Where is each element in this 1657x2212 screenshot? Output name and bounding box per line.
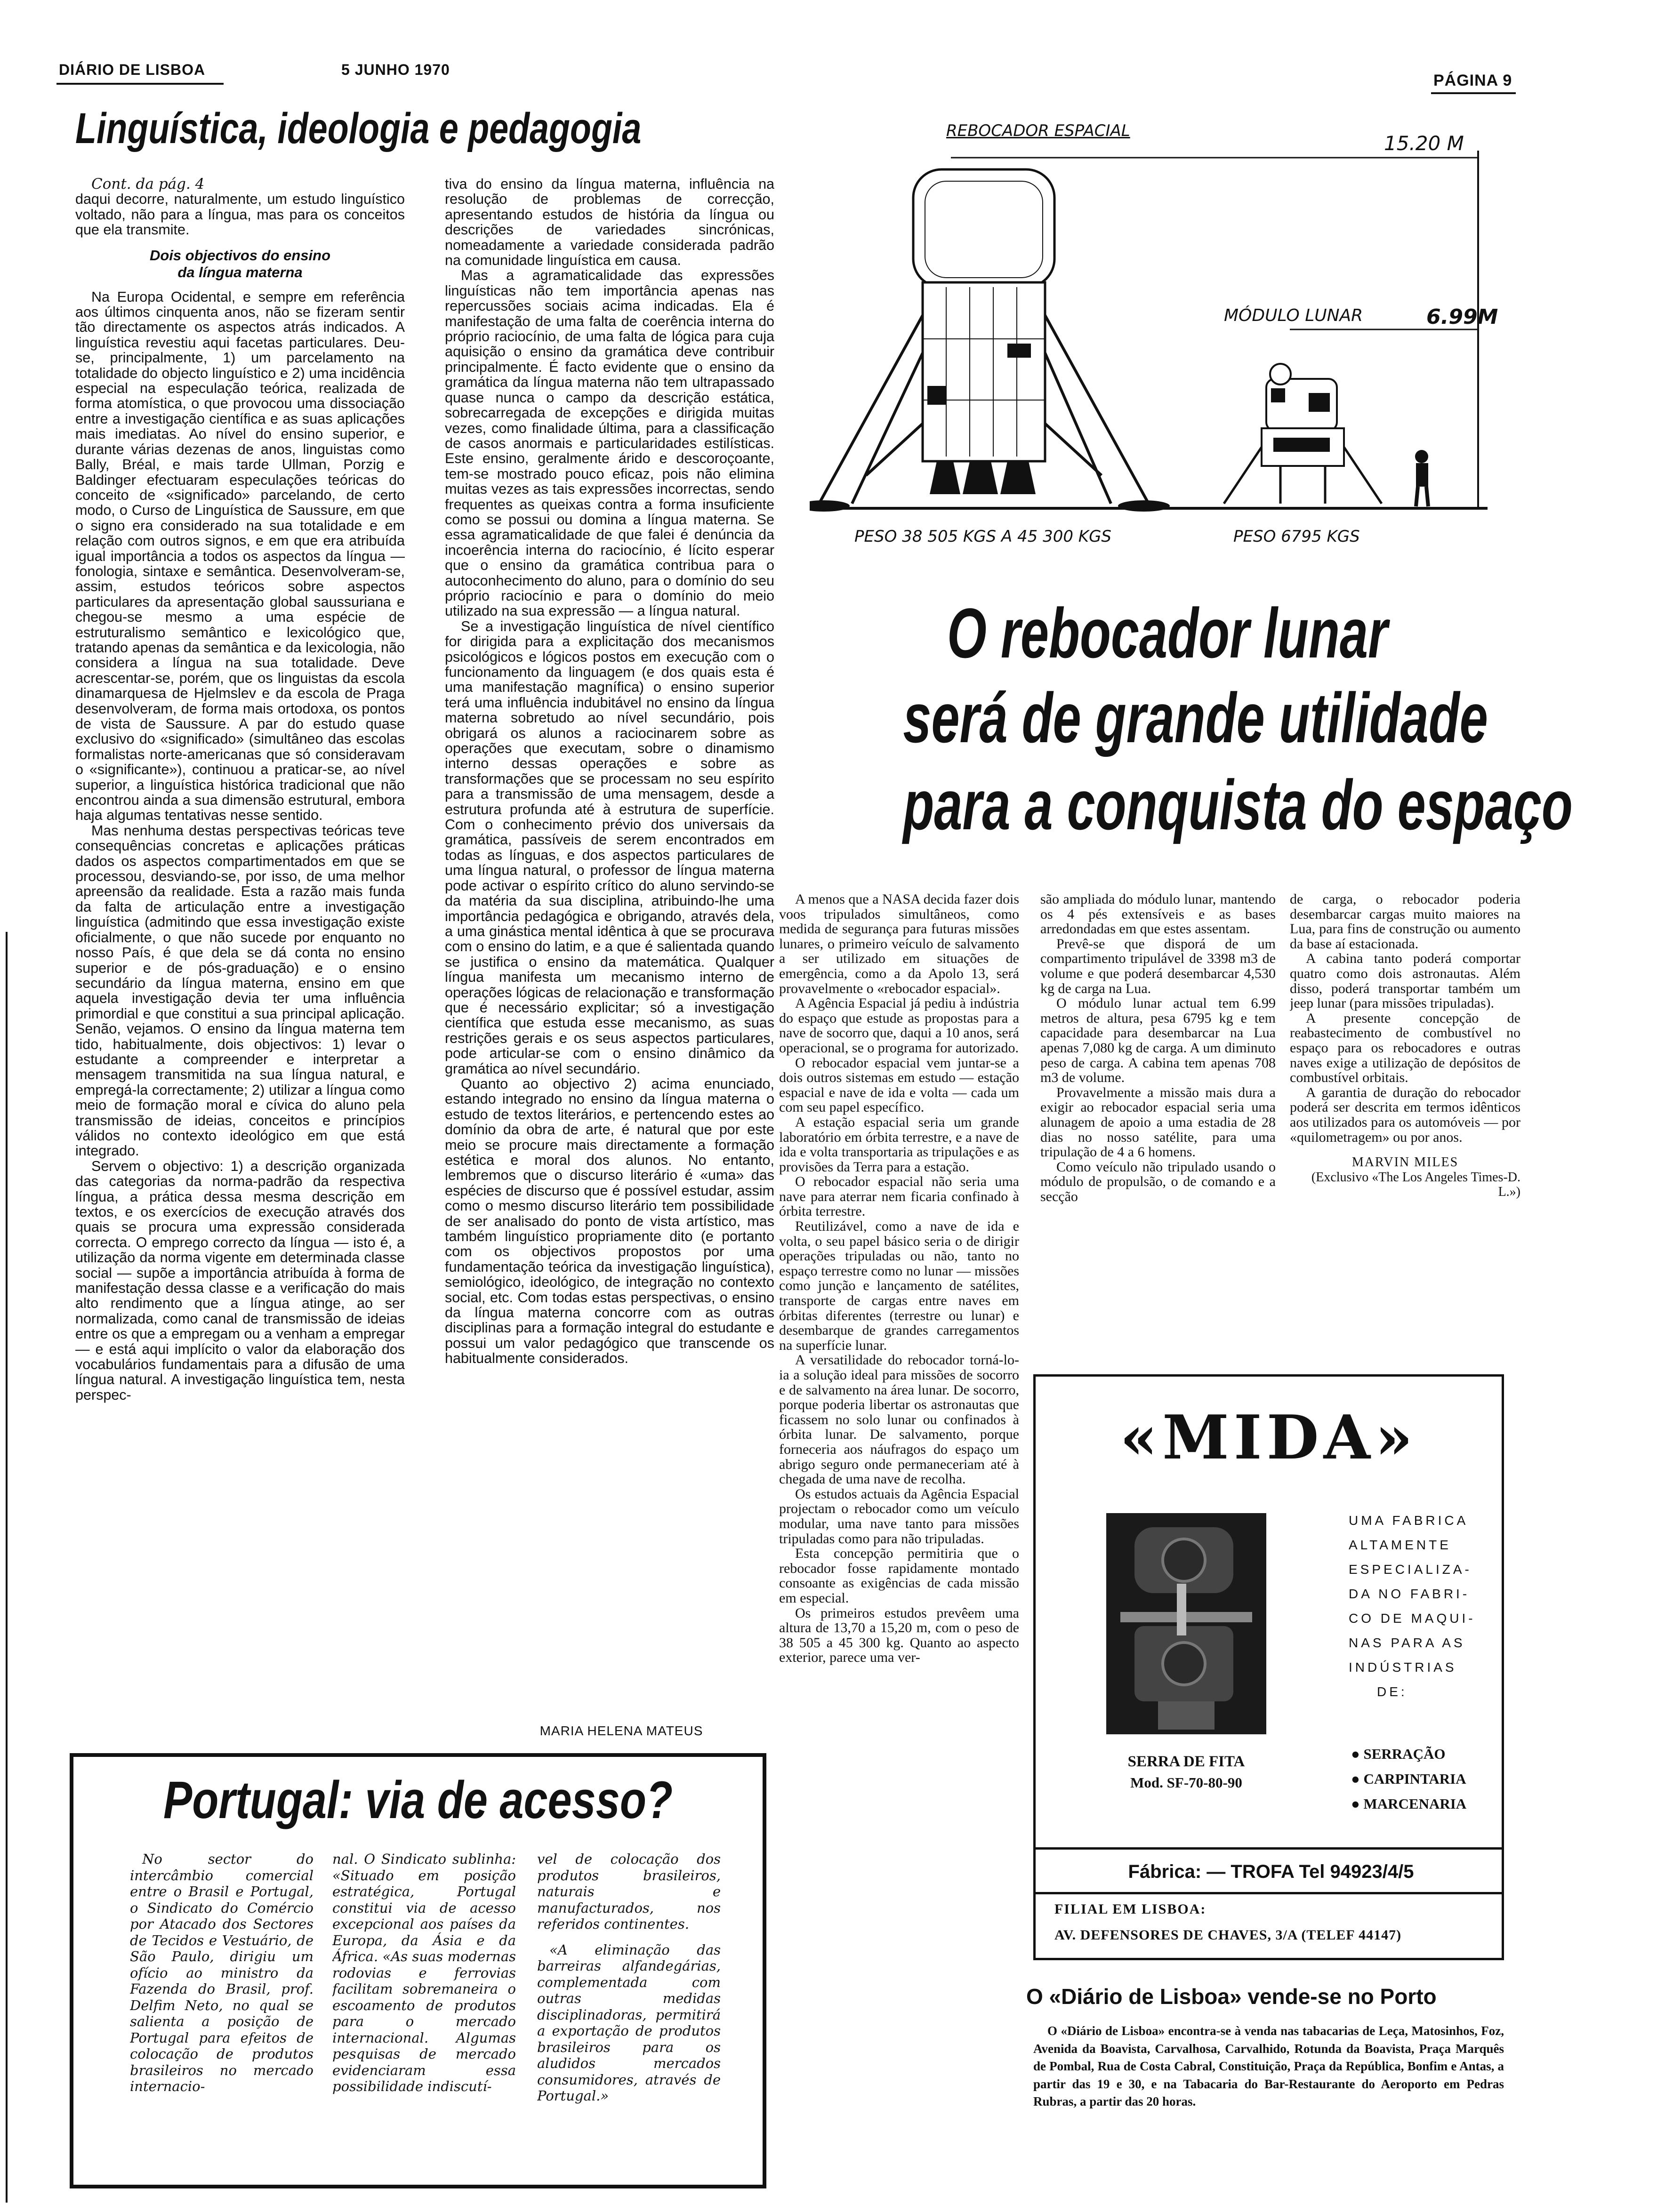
paragraph: A cabina tanto poderá comportar quatro como dois astronautas. Além disso, poderá transportar também um jeep lunar (para missões tripuladas).	[1290, 951, 1520, 1011]
label-height-modulo: 6.99M	[1426, 305, 1498, 329]
porto-notice-body	[1026, 2022, 1511, 2111]
paragraph: A Agência Espacial já pediu à indústria do espaço que estude as propostas para a nave de socorro que, daqui a 10 anos, será operacional, se o programa for autorizado.	[779, 995, 1019, 1056]
bullet-label: CARPINTARIA	[1363, 1771, 1466, 1787]
tagline-line: ALTAMENTE	[1349, 1538, 1451, 1552]
bullet-item: ● CARPINTARIA	[1351, 1771, 1466, 1787]
paragraph: A garantia de duração do rebocador poderá ser descrita em termos idênticos aos utilizados para os automóveis — por «quilometragem» ou por anos.	[1290, 1084, 1520, 1145]
paragraph: de carga, o rebocador poderia desembarcar cargas muito maiores na Lua, para fins de construção ou aumento da base aí estacionada.	[1290, 892, 1520, 952]
mida-tagline	[1349, 1508, 1499, 1704]
masthead-date: 5 JUNHO 1970	[341, 61, 450, 78]
page-number: PÁGINA 9	[1433, 72, 1512, 89]
continuation-note: Cont. da pág. 4	[91, 176, 205, 192]
article-reboc-column-2	[1040, 892, 1276, 1362]
article-ling-intro: daqui decorre, naturalmente, um estudo linguístico voltado, não para a língua, mas para os conceitos que ela transmite.	[75, 191, 405, 238]
tagline-line: ESPECIALIZA-	[1349, 1562, 1472, 1577]
bullet-label: MARCENARIA	[1363, 1795, 1467, 1812]
mida-branch-title: FILIAL EM LISBOA:	[1054, 1901, 1207, 1917]
article-ling-author: MARIA HELENA MATEUS	[539, 1723, 703, 1738]
article-reboc-column-1	[779, 892, 1019, 2087]
paragraph: Provavelmente a missão mais dura a exigir ao rebocador espacial seria uma alunagem de apoio a uma estadia de 28 dias no nosso satélite, para uma tripulação de 4 a 6 homens.	[1040, 1084, 1276, 1160]
paragraph: A versatilidade do rebocador torná-lo-ia a solução ideal para missões de socorro e de salvamento na área lunar. De socorro, porque poderia libertar os astronautas que ficassem no solo lunar ou confinados à órbita lunar. De salvamento, porque forneceria aos náufragos do espaço um abrigo seguro onde permaneceriam até à chegada de uma nave de recolha.	[779, 1352, 1019, 1487]
tagline-line: DA NO FABRI-	[1349, 1587, 1470, 1601]
tagline-line: DE:	[1377, 1684, 1408, 1699]
scan-edge	[6, 932, 8, 2203]
tagline-line: CO DE MAQUI-	[1349, 1611, 1476, 1626]
paragraph: vel de colocação dos produtos brasileiros, naturais e manufacturados, nos referidos continentes.	[537, 1851, 721, 1932]
label-peso-modulo: PESO 6795 KGS	[1233, 527, 1360, 546]
label-modulo: MÓDULO LUNAR	[1224, 306, 1363, 325]
article-ling-column-1	[75, 176, 405, 1727]
paragraph: A estação espacial seria um grande laboratório em órbita terrestre, e a nave de ida e volta transportaria as tripulações e as provisões da Terra para a estação.	[779, 1114, 1019, 1175]
paragraph: Se a investigação linguística de nível científico for dirigida para a explicitação dos mecanismos psicológicos e lógicos postos em execução com o funcionamento da linguagem (e dos quais esta é uma manifestação magnífica) o ensino superior terá uma influência indubitável no ensino da língua materna sobretudo ao nível secundário, pois obrigará os alunos a raciocinarem sobre as operações que executam, sobre o dinamismo interno dessas operações e sobre as transformações que se processam no seu espírito para a transmissão de uma mensagem, desde a estrutura profunda até à estrutura de superfície. Com o conhecimento prévio dos universais da gramática, passíveis de serem encontrados em todas as línguas, e dos aspectos particulares de uma língua natural, o professor de língua materna pode activar o espírito crítico do aluno servindo-se da matéria da sua disciplina, atribuindo-lhe uma importância pedagógica e obrigando, através dela, a uma ginástica mental idêntica à que se procurava com o ensino do latim, e a que é salientada quando se justifica o ensino da matemática. Qualquer língua manifesta um mecanismo interno de operações lógicas de relacionação e transformação que é necessário explicitar; só a investigação científica que estuda esse mecanismo, as suas restrições gerais e os seus aspectos particulares, pode articular-se com o ensino dinâmico da gramática ao nível secundário.	[445, 618, 774, 1077]
label-peso-rebocador: PESO 38 505 KGS A 45 300 KGS	[854, 527, 1112, 546]
paragraph: Mas nenhuma destas perspectivas teóricas teve consequências concretas e aplicações práticas dados os aspectos compartimentados em que se processou, desviando-se, por isso, de uma melhor apreensão da realidade. Esta a razão mais funda da falta de articulação entre a investigação linguística (admitindo que essa investigação existe oficialmente, o que não sucede por enquanto no nosso País, é que dela se dá conta no ensino superior e de pós-graduação) e o ensino secundário da língua materna, ensino em que aquela investigação devia ter uma influência primordial e que constitui a sua principal aplicação. Senão, vejamos. O ensino da língua materna tem tido, habitualmente, dois objectivos: 1) levar o estudante a compreender e interpretar a mensagem transmitida na sua língua natural, e empregá-la correctamente; 2) utilizar a língua como meio de formação moral e cívica do aluno pela transmissão de ideias, conceitos e princípios válidos no contexto ideológico em que está integrado.	[75, 822, 405, 1159]
header-rule-right	[1431, 92, 1516, 94]
mida-model: Mod. SF-70-80-90	[1130, 1774, 1242, 1791]
tagline-line: UMA FABRICA	[1349, 1513, 1469, 1528]
lunar-tug-illustration	[810, 118, 1516, 560]
paragraph: Esta concepção permitiria que o rebocador fosse rapidamente montado consoante as exigências de cada missão em especial.	[779, 1546, 1019, 1606]
paragraph: «A eliminação das barreiras alfandegárias, complementada com outras medidas disciplinadoras, permitirá a exportação de produtos brasileiros para os aludidos mercados consumidores, através de Portugal.»	[537, 1941, 721, 2104]
headline-line-2: será de grande utilidade	[903, 678, 1488, 757]
band-saw-image	[1106, 1513, 1266, 1734]
article-reboc-column-3	[1290, 892, 1520, 1268]
paragraph: nal. O Sindicato sublinha: «Situado em posição estratégica, Portugal constitui via de acesso excepcional aos países da Europa, da Ásia e da África. «As suas modernas rodovias e ferrovias facilitam sobremaneira o escoamento de produtos para o mercado internacional. Algumas pesquisas de mercado evidenciaram essa possibilidade indiscutí-	[332, 1851, 516, 2094]
article-reboc-credit: (Exclusivo «The Los Angeles Times-D. L.»)	[1311, 1170, 1520, 1200]
bullet-item: ● SERRAÇÃO	[1351, 1746, 1446, 1762]
mida-factory: Fábrica: — TROFA Tel 94923/4/5	[1128, 1861, 1414, 1882]
mida-divider-2	[1036, 1892, 1502, 1894]
paragraph: Quanto ao objectivo 2) acima enunciado, estando integrado no ensino da língua materna o estudo de textos literários, e pertencendo estes ao domínio da obra de arte, é natural que por este meio se procure mais directamente a formação estética e moral dos alunos. No entanto, lembremos que o discurso literário é «uma» das espécies de discurso que é possível estudar, assim como o mesmo discurso literário tem possibilidade de ser analisado do ponto de vista artístico, mas também linguístico propriamente dito (e portanto com os objectivos propostos por uma fundamentação teórica da investigação linguística), semiológico, ideológico, de integração no contexto social, etc. Com todas estas perspectivas, o ensino da língua materna concorre com as outras disciplinas para a formação integral do estudante e possui um valor pedagógico que transcende os habitualmente considerados.	[445, 1075, 774, 1367]
portugal-col-3	[537, 1851, 721, 2176]
paragraph: Os primeiros estudos prevêem uma altura de 13,70 a 15,20 m, com o peso de 38 505 a 45 300 kg. Quanto ao aspecto exterior, parece uma ver-	[779, 1605, 1019, 1666]
paragraph: No sector do intercâmbio comercial entre o Brasil e Portugal, o Sindicato do Comércio por Atacado dos Sectores de Tecidos e Vestuário, de São Paulo, dirigiu um ofício ao ministro da Fazenda do Brasil, prof. Delfim Neto, no qual se salienta a posição de Portugal para efeitos de colocação de produtos brasileiros no mercado internacio-	[130, 1851, 314, 2094]
lunar-tug-drawing	[810, 118, 1516, 560]
masthead-paper-name: DIÁRIO DE LISBOA	[59, 61, 206, 78]
porto-notice-title: O «Diário de Lisboa» vende-se no Porto	[1026, 1984, 1437, 2009]
paragraph: O módulo lunar actual tem 6.99 metros de altura, pesa 6795 kg e tem capacidade para desembarcar na Lua apenas 7,080 kg de carga. A um diminuto peso de carga. A cabina tem apenas 708 m3 de volume.	[1040, 995, 1276, 1086]
bullet-label: SERRAÇÃO	[1363, 1746, 1446, 1762]
article-ling-title: Linguística, ideologia e pedagogia	[75, 104, 642, 152]
paragraph: Mas a agramaticalidade das expressões linguísticas não tem importância apenas nas repercussões sociais acima indicadas. Ela é manifestação de uma falta de coerência interna do próprio raciocínio, de uma falta de lógica para cuja aquisição o ensino da gramática deve contribuir principalmente. É facto evidente que o ensino da gramática da língua materna não tem ultrapassado quase nunca o campo da descrição estática, sobrecarregada de excepções e dirigida muitas vezes, como finalidade última, para a classificação de casos anormais e particularidades estilísticas. Este ensino, geralmente árido e descoroçoante, tem-se mostrado pouco eficaz, pois não elimina muitas vezes as tais expressões incorrectas, sendo frequentes as queixas contra a forma insuficiente como se possui ou domina a língua materna. Se essa agramaticalidade de que falei é denúncia da incoerência interna do raciocínio, é lícito esperar que o ensino da gramática contribua para o autoconhecimento do aluno, para o domínio do seu próprio raciocínio e para o domínio do meio utilizado na sua expressão — a língua natural.	[445, 267, 774, 619]
paragraph: O rebocador espacial não seria uma nave para aterrar nem ficaria confinado à órbita terrestre.	[779, 1174, 1019, 1219]
tagline-line: INDÚSTRIAS	[1349, 1660, 1457, 1675]
paragraph: Servem o objectivo: 1) a descrição organizada das categorias da norma-padrão da respectiva língua, a prática dessa mesma descrição em textos, e os exercícios de execução através dos quais se procura uma expressão considerada correcta. O emprego correcto da língua — isto é, a utilização da norma vigente em determinada classe social — supõe a importância atribuída à forma de manifestação dessa classe e a verificação do mais alto rendimento que a língua atinge, ao ser normalizada, como canal de transmissão de ideias entre os que a empregam ou a venham a empregar — e está aqui implícito o valor da elaboração dos vocabulários fundamentais para a difusão de uma língua natural. A investigação linguística tem, nesta perspec-	[75, 1158, 405, 1403]
bullet-item: ● MARCENARIA	[1351, 1795, 1467, 1812]
portugal-box	[70, 1753, 766, 2188]
portugal-col-2	[332, 1851, 516, 2176]
mida-branch-address: AV. DEFENSORES DE CHAVES, 3/A (TELEF 44147)	[1054, 1927, 1402, 1943]
headline-line-1: O rebocador lunar	[947, 593, 1388, 673]
mida-divider	[1036, 1847, 1502, 1850]
paragraph: Os estudos actuais da Agência Espacial projectam o rebocador como um veículo modular, uma nave tanto para missões tripuladas como para não tripuladas.	[779, 1486, 1019, 1547]
label-rebocador: REBOCADOR ESPACIAL	[946, 121, 1130, 140]
subhead-line-2: da língua materna	[177, 264, 303, 281]
paragraph: são ampliada do módulo lunar, mantendo os 4 pés extensíveis e as bases arredondadas em que estes assentam.	[1040, 892, 1276, 937]
article-reboc-author: MARVIN MILES	[1351, 1155, 1459, 1170]
paragraph: Como veículo não tripulado usando o módulo de propulsão, o de comando e a secção	[1040, 1159, 1276, 1204]
band-saw-icon	[1106, 1513, 1266, 1734]
paragraph: Na Europa Ocidental, e sempre em referência aos últimos cinquenta anos, não se fizeram sentir tão directamente os aspectos atrás indicados. A linguística revestiu aqui facetas particulares. Deu-se, principalmente, 1) um parcelamento na totalidade do objecto linguístico e 2) uma incidência especial na especulação teórica, realizada de forma atomística, o que provocou uma dissociação entre a investigação científica e as suas aplicações mais imediatas. Ao nível do ensino superior, e durante várias dezenas de anos, linguistas como Bally, Bréal, e mais tarde Ullman, Porzig e Baldinger efectuaram especulações teóricas do conceito de «significado» parcelando, de certo modo, o Curso de Linguística de Saussure, em que o signo era considerado na sua totalidade e em relação com outros signos, e em que era atribuída igual importância a todos os aspectos da língua — fonologia, sintaxe e semântica. Desenvolveram-se, assim, estudos teóricos sobre aspectos particulares da apresentação global saussuriana e chegou-se mesmo a uma espécie de estruturalismo semântico e lexicológico que, tratando apenas da semântica e da lexicologia, não considera a língua na sua totalidade. Deve acrescentar-se, porém, que os linguistas da escola dinamarquesa de Hjelmslev e da escola de Praga desenvolveram, de forma mais ortodoxa, os pontos de vista de Saussure. A par do estudo quase exclusivo do «significado» (simultâneo das escolas formalistas norte-americanas que só consideravam o «significante»), continuou a praticar-se, ao nível superior, a linguística histórica tradicional que não encontrou ainda a sua dimensão estrutural, embora haja algumas tentativas nesse sentido.	[75, 289, 405, 824]
portugal-col-1	[130, 1851, 314, 2176]
label-height-rebocador: 15.20 M	[1384, 132, 1464, 155]
mida-bullets	[1351, 1741, 1502, 1816]
portugal-box-title: Portugal: via de acesso?	[163, 1771, 673, 1829]
header-rule	[56, 83, 224, 85]
headline-line-3: para a conquista do espaço	[903, 765, 1573, 844]
porto-notice	[1026, 1984, 1511, 2153]
paragraph: O rebocador espacial vem juntar-se a dois outros sistemas em estudo — estação espacial e nave de ida e volta — cada um com seu papel específico.	[779, 1055, 1019, 1115]
paragraph: tiva do ensino da língua materna, influência na resolução de problemas de correcção, apresentando estudos de história da língua ou descrições de variedades sincrónicas, nomeadamente a variedade considerada padrão na comunidade linguística em causa.	[445, 176, 774, 269]
mida-brand: «MIDA»	[1120, 1403, 1417, 1473]
paragraph: A presente concepção de reabastecimento de combustível no espaço para os rebocadores e outras naves exige a utilização de depósitos de combustível orbitais.	[1290, 1010, 1520, 1086]
tagline-line: NAS PARA AS	[1349, 1635, 1465, 1650]
mida-advertisement[interactable]	[1033, 1374, 1504, 1960]
porto-notice-text: O «Diário de Lisboa» encontra-se à venda nas tabacarias de Leça, Matosinhos, Foz, Avenida da Boavista, Carvalhosa, Carvalhido, Rotunda da Boavista, Praça Marquês de Pombal, Rua de Costa Cabral, Constituição, Praça da República, Bonfim e Antas, a partir das 19 e 30, e na Tabacaria do Bar-Restaurante do Aeroporto em Pedras Rubras, a partir das 20 horas.	[1033, 2024, 1504, 2108]
mida-product: SERRA DE FITA	[1127, 1753, 1245, 1770]
paragraph: A menos que a NASA decida fazer dois voos tripulados simultâneos, como medida de segurança para futuras missões lunares, o primeiro veículo de salvamento a ser utilizado em situações de emergência, como a da Apolo 13, será provavelmente o «rebocador espacial».	[779, 892, 1019, 996]
article-ling-subhead	[75, 247, 405, 281]
paragraph: Reutilizável, como a nave de ida e volta, o seu papel básico seria o de dirigir operações tripuladas ou não, tanto no espaço terrestre como no lunar — missões como junção e lançamento de satélites, transporte de cargas entre naves em órbitas diferentes (terrestre ou lunar) e desembarque de grandes carregamentos na superfície lunar.	[779, 1218, 1019, 1353]
article-ling-column-2	[445, 176, 774, 1730]
subhead-line-1: Dois objectivos do ensino	[149, 247, 331, 264]
paragraph: Prevê-se que disporá de um compartimento tripulável de 3398 m3 de volume e que poderá desembarcar 4,530 kg de carga na Lua.	[1040, 936, 1276, 996]
